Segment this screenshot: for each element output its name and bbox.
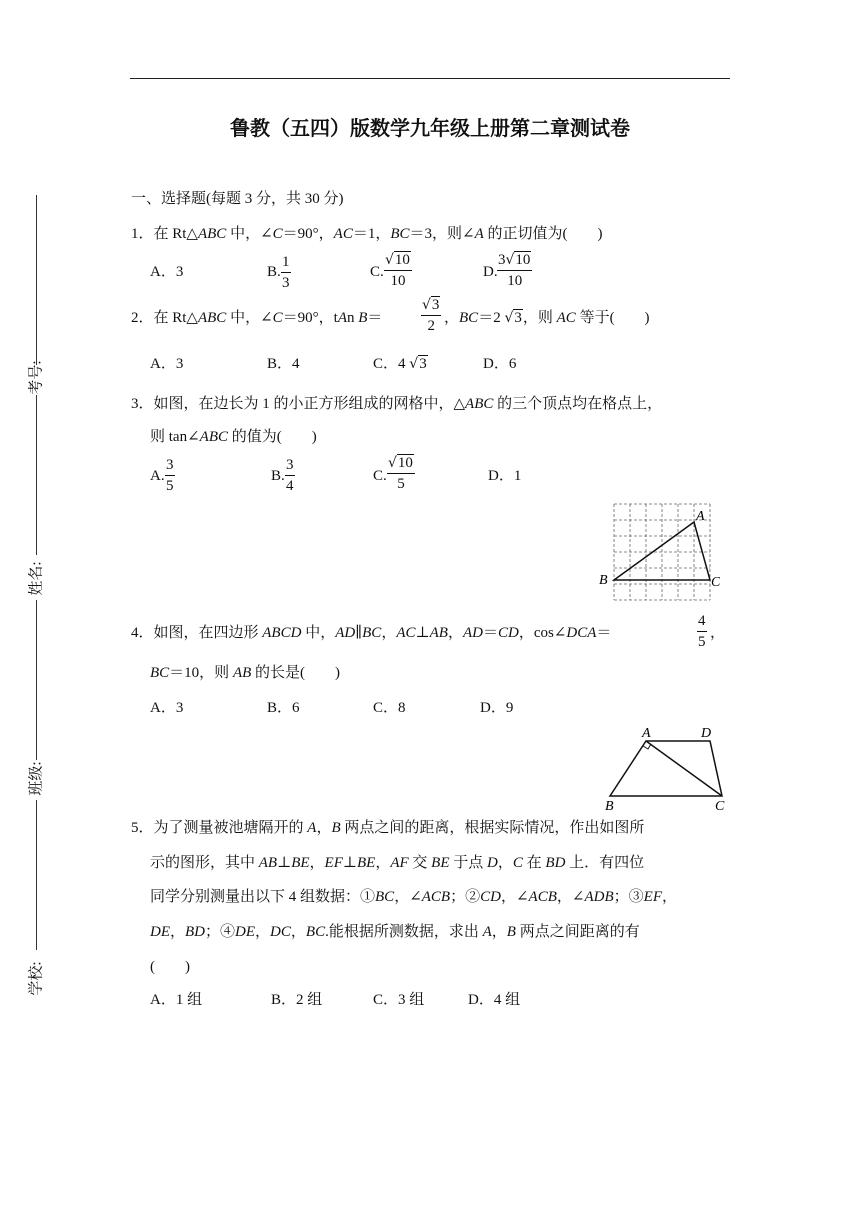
q4-trapezoid-figure <box>600 724 734 814</box>
q3-stem-line1: 3．如图，在边长为 1 的小正方形组成的网格中，△ABC 的三个顶点均在格点上， <box>131 396 663 412</box>
q3-option-a-fraction: $\frac{3}{5}$ <box>166 457 174 494</box>
vertex-label-c: C <box>711 575 720 590</box>
q5-stem-line2: 示的图形，其中 AB⊥BE，EF⊥BE，AF 交 BE 于点 D，C 在 BD 上．有四位 <box>150 855 645 871</box>
q5-option-b: B．2 组 <box>271 992 323 1008</box>
q3-option-c-fraction: $\frac{√10}{5}$ <box>388 455 413 492</box>
q5-option-a: A．1 组 <box>150 992 203 1008</box>
q5-stem-line3: 同学分别测量出以下 4 组数据：①BC，∠ACB；②CD，∠ACB，∠ADB；③EF， <box>150 889 677 905</box>
vertex-label-d: D <box>701 726 712 741</box>
q3-grid-figure <box>596 502 720 602</box>
top-rule <box>130 78 730 79</box>
quadrilateral-abcd <box>610 741 722 796</box>
q3-option-a-prefix: A. <box>150 468 165 484</box>
section-header: 一、选择题(每题 3 分，共 30 分) <box>131 191 344 207</box>
q4-option-b: B．6 <box>267 700 300 716</box>
q1-option-d-prefix: D. <box>483 264 498 280</box>
q4-stem-line1: 4．如图，在四边形 ABCD 中，AD∥BC，AC⊥AB，AD＝CD，cos∠DCA＝ <box>131 625 612 641</box>
q2-option-d: D．6 <box>483 356 517 372</box>
binding-line <box>36 600 37 760</box>
q1-stem: 1．在 Rt△ABC 中，∠C＝90°，AC＝1，BC＝3，则∠A 的正切值为( ) <box>131 226 603 242</box>
binding-line <box>36 395 37 555</box>
q4-option-d: D．9 <box>480 700 514 716</box>
diagonal-ac <box>646 741 722 796</box>
q3-option-b-prefix: B. <box>271 468 285 484</box>
q1-option-d-fraction: $\frac{3√10}{10}$ <box>498 252 531 289</box>
vertex-label-b: B <box>599 573 608 588</box>
q2-option-a: A．3 <box>150 356 184 372</box>
q1-option-c-fraction: $\frac{√10}{10}$ <box>385 252 410 289</box>
q5-option-d: D．4 组 <box>468 992 521 1008</box>
q3-option-b-fraction: $\frac{3}{4}$ <box>286 457 294 494</box>
q2-stem-part-b: ，BC＝2 √3，则 AC 等于( ) <box>444 310 650 326</box>
vertex-label-c: C <box>715 799 725 814</box>
q5-stem-line4: DE，BD；④DE，DC，BC.能根据所测数据，求出 A，B 两点之间距离的有 <box>150 924 640 940</box>
q2-stem-part-a: 2．在 Rt△ABC 中，∠C＝90°，tAn B＝ <box>131 310 383 326</box>
q1-option-b-prefix: B. <box>267 264 281 280</box>
vertex-label-a: A <box>642 726 651 741</box>
q4-cos-fraction: $\frac{4}{5}$ <box>698 613 706 650</box>
q1-option-a: A．3 <box>150 264 184 280</box>
q4-stem-tail: ， <box>710 625 726 641</box>
vertex-label-b: B <box>605 799 614 814</box>
q3-option-d: D．1 <box>488 468 522 484</box>
class-label: 班级: <box>28 761 45 796</box>
page-title: 鲁教（五四）版数学九年级上册第二章测试卷 <box>230 116 630 140</box>
name-label: 姓名: <box>28 561 45 596</box>
binding-line <box>36 800 37 950</box>
binding-line <box>36 195 37 365</box>
q2-tan-fraction: $\frac{√3}{2}$ <box>422 297 440 334</box>
school-label: 学校: <box>28 961 45 996</box>
q3-stem-line2: 则 tan∠ABC 的值为( ) <box>150 429 317 445</box>
q4-stem-line2: BC＝10，则 AB 的长是( ) <box>150 665 341 681</box>
q1-option-b-fraction: $\frac{1}{3}$ <box>282 254 290 291</box>
q3-option-c-prefix: C. <box>373 468 387 484</box>
vertex-label-a: A <box>696 509 705 524</box>
q1-option-c-prefix: C. <box>370 264 384 280</box>
q5-option-c: C．3 组 <box>373 992 425 1008</box>
q4-option-c: C．8 <box>373 700 406 716</box>
q2-option-b: B．4 <box>267 356 300 372</box>
exam-no-label: 考号: <box>28 360 45 395</box>
q4-option-a: A．3 <box>150 700 184 716</box>
q2-option-c: C．4 √3 <box>373 356 427 372</box>
q5-answer-blank: ( ) <box>150 959 190 975</box>
q5-stem-line1: 5．为了测量被池塘隔开的 A，B 两点之间的距离，根据实际情况，作出如图所 <box>131 820 645 836</box>
